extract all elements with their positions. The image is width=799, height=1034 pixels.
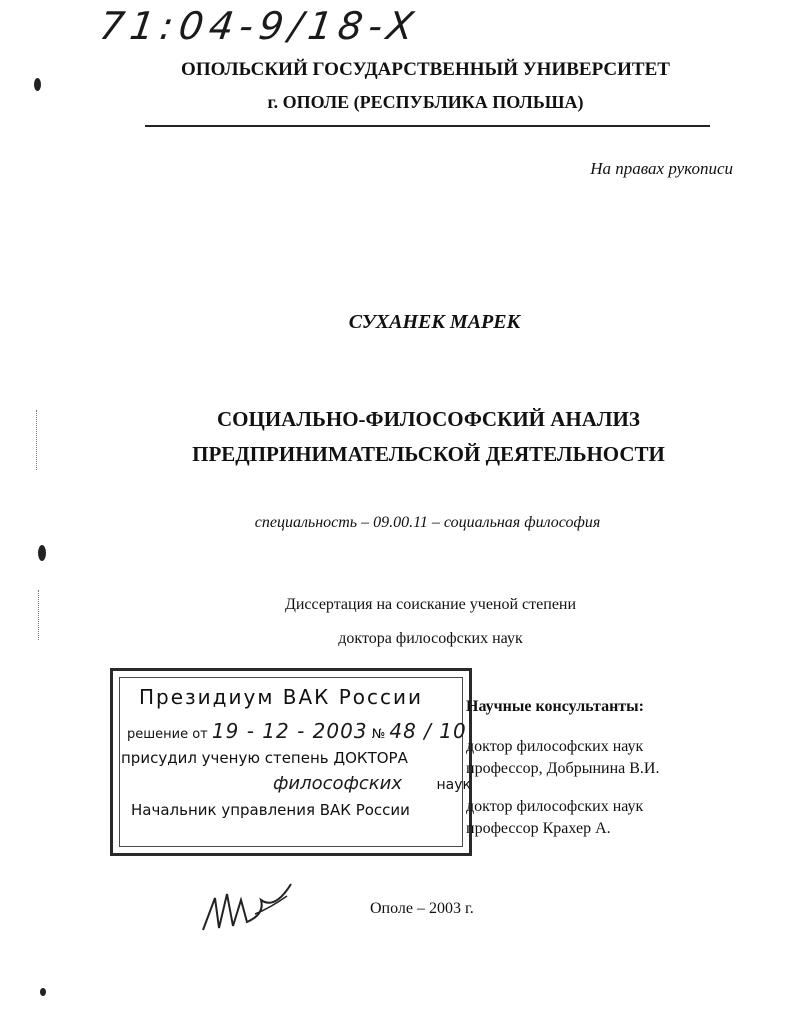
stamp-decision-date: 19 - 12 - 2003 [211, 719, 368, 743]
stamp-title: Президиум ВАК России [139, 685, 424, 709]
stamp-decision-label: решение от [127, 727, 208, 742]
stamp-decision-no: 48 / 10 [389, 719, 467, 743]
stamp-decision-row [127, 719, 467, 743]
vak-stamp [110, 668, 472, 856]
stamp-field-suffix: наук [436, 777, 471, 793]
consultant2-degree: доктор философских наук [466, 798, 644, 815]
archive-code: 71:04-9/18-X [96, 4, 423, 48]
stamp-field-row [273, 773, 471, 794]
header-divider [145, 125, 710, 127]
scan-speck [40, 988, 46, 996]
consultants-heading: Научные консультанты: [466, 698, 644, 715]
consultant2-name: профессор Крахер А. [466, 820, 611, 837]
scan-speck [38, 545, 46, 561]
university-name: ОПОЛЬСКИЙ ГОСУДАРСТВЕННЫЙ УНИВЕРСИТЕТ [181, 59, 670, 80]
place-year: Ополе – 2003 г. [370, 900, 474, 917]
manuscript-note: На правах рукописи [590, 159, 733, 178]
stamp-field-hand: философских [273, 773, 403, 794]
stamp-decision-no-label: № [371, 727, 386, 742]
dissertation-line2: доктора философских наук [338, 630, 523, 647]
dissertation-line1: Диссертация на соискание ученой степени [284, 596, 577, 613]
university-city: г. ОПОЛЕ (РЕСПУБЛИКА ПОЛЬША) [267, 92, 584, 112]
stamp-chief: Начальник управления ВАК России [131, 801, 410, 819]
specialty: специальность – 09.00.11 – социальная философия [254, 514, 601, 531]
stamp-awarded: присудил ученую степень ДОКТОРА [121, 749, 408, 767]
signature [195, 870, 305, 950]
thesis-title-line1: СОЦИАЛЬНО-ФИЛОСОФСКИЙ АНАЛИЗ [217, 407, 640, 431]
consultant1-name: профессор, Добрынина В.И. [466, 760, 660, 777]
thesis-title-line2: ПРЕДПРИНИМАТЕЛЬСКОЙ ДЕЯТЕЛЬНОСТИ [192, 442, 665, 466]
author-name: СУХАНЕК МАРЕК [348, 311, 521, 333]
consultant1-degree: доктор философских наук [466, 738, 644, 755]
